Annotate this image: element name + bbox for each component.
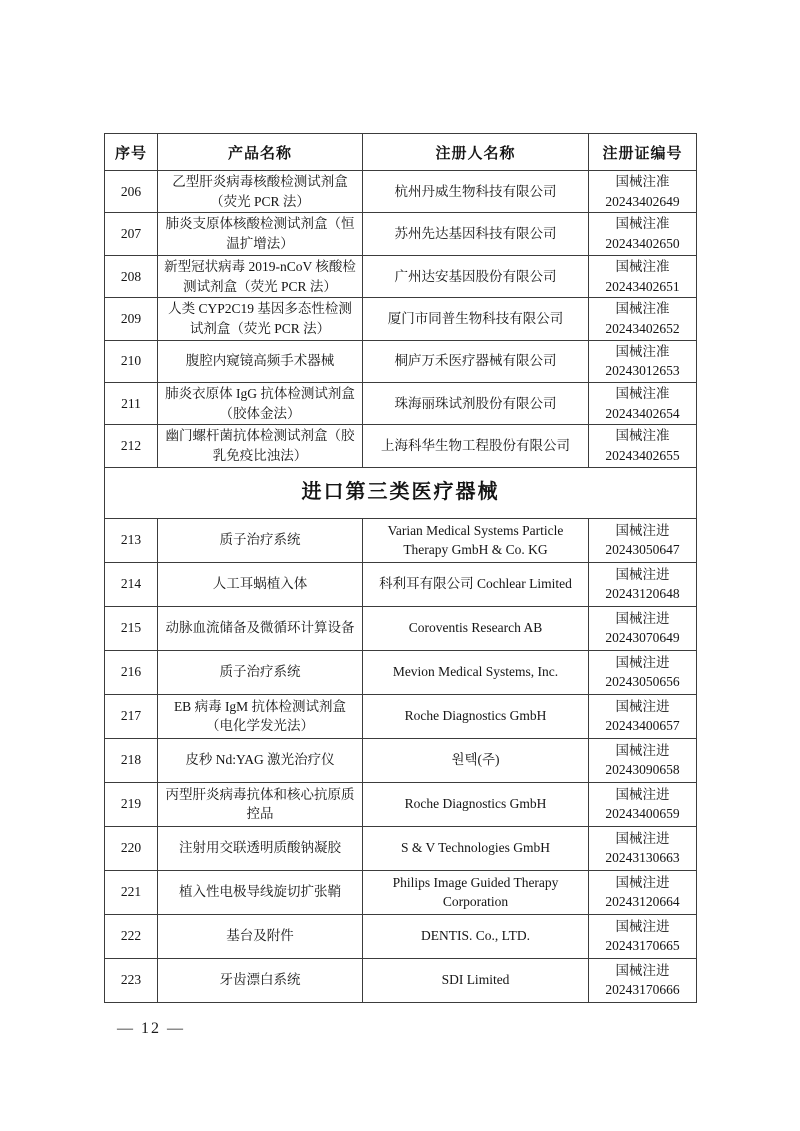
table-row — [105, 425, 697, 467]
row-product-name: 幽门螺杆菌抗体检测试剂盒（胶乳免疫比浊法） — [158, 425, 363, 467]
row-registrant-name: Varian Medical Systems Particle Therapy GmbH & Co. KG — [363, 518, 589, 562]
row-serial-number: 207 — [105, 213, 158, 255]
row-registrant-name: DENTIS. Co., LTD. — [363, 914, 589, 958]
cert-value: 20243400657 — [605, 718, 680, 734]
cert-prefix: 国械注进 — [615, 654, 670, 670]
cert-value: 20243402652 — [605, 320, 680, 336]
cert-prefix: 国械注进 — [615, 566, 670, 582]
cert-value: 20243402654 — [605, 405, 680, 421]
row-product-name: 皮秒 Nd:YAG 激光治疗仪 — [158, 738, 363, 782]
row-serial-number: 206 — [105, 171, 158, 213]
row-product-name: 腹腔内窥镜高频手术器械 — [158, 340, 363, 382]
table-header — [105, 134, 697, 171]
row-cert-number — [589, 171, 697, 213]
row-registrant-name: S & V Technologies GmbH — [363, 826, 589, 870]
row-product-name: 丙型肝炎病毒抗体和核心抗原质控品 — [158, 782, 363, 826]
table-row — [105, 562, 697, 606]
cert-value: 20243402651 — [605, 278, 680, 294]
row-cert-number — [589, 340, 697, 382]
row-product-name: 植入性电极导线旋切扩张鞘 — [158, 870, 363, 914]
row-serial-number: 210 — [105, 340, 158, 382]
row-cert-number — [589, 958, 697, 1002]
cert-value: 20243402649 — [605, 193, 680, 209]
row-product-name: 牙齿漂白系统 — [158, 958, 363, 1002]
cert-prefix: 国械注准 — [615, 174, 670, 189]
table-row — [105, 213, 697, 255]
cert-value: 20243170666 — [605, 982, 680, 998]
table-row — [105, 171, 697, 213]
cert-value: 20243170665 — [605, 938, 680, 954]
row-cert-number — [589, 518, 697, 562]
table-body — [105, 171, 697, 1003]
cert-prefix: 国械注进 — [615, 610, 670, 626]
row-serial-number: 211 — [105, 383, 158, 425]
row-registrant-name: 원텍(주) — [363, 738, 589, 782]
row-registrant-name: Coroventis Research AB — [363, 606, 589, 650]
row-registrant-name: 上海科华生物工程股份有限公司 — [363, 425, 589, 467]
row-registrant-name: 厦门市同普生物科技有限公司 — [363, 298, 589, 340]
row-registrant-name: 珠海丽珠试剂股份有限公司 — [363, 383, 589, 425]
row-registrant-name: 科利耳有限公司 Cochlear Limited — [363, 562, 589, 606]
row-product-name: 新型冠状病毒 2019-nCoV 核酸检测试剂盒（荧光 PCR 法） — [158, 255, 363, 297]
row-serial-number: 219 — [105, 782, 158, 826]
cert-value: 20243050656 — [605, 674, 680, 690]
row-serial-number: 220 — [105, 826, 158, 870]
row-cert-number — [589, 298, 697, 340]
table-row — [105, 255, 697, 297]
row-registrant-name: 广州达安基因股份有限公司 — [363, 255, 589, 297]
table-row — [105, 738, 697, 782]
table-row — [105, 694, 697, 738]
cert-prefix: 国械注进 — [615, 962, 670, 978]
cert-prefix: 国械注进 — [615, 742, 670, 758]
row-registrant-name: 桐庐万禾医疗器械有限公司 — [363, 340, 589, 382]
section-header-row — [105, 467, 697, 518]
cert-value: 20243120648 — [605, 586, 680, 602]
cert-value: 20243400659 — [605, 806, 680, 822]
row-cert-number — [589, 694, 697, 738]
row-registrant-name: Roche Diagnostics GmbH — [363, 694, 589, 738]
cert-prefix: 国械注进 — [615, 830, 670, 846]
row-serial-number: 213 — [105, 518, 158, 562]
cert-prefix: 国械注准 — [615, 258, 670, 274]
cert-value: 20243070649 — [605, 630, 680, 646]
row-cert-number — [589, 738, 697, 782]
row-cert-number — [589, 650, 697, 694]
table-row — [105, 650, 697, 694]
column-header-serial-number: 序号 — [105, 134, 158, 171]
cert-value: 20243012653 — [605, 363, 680, 379]
row-product-name: 动脉血流储备及微循环计算设备 — [158, 606, 363, 650]
row-cert-number — [589, 826, 697, 870]
section-title: 进口第三类医疗器械 — [105, 467, 697, 518]
table-row — [105, 958, 697, 1002]
row-serial-number: 209 — [105, 298, 158, 340]
cert-prefix: 国械注准 — [615, 386, 670, 402]
table-row — [105, 914, 697, 958]
row-registrant-name: 苏州先达基因科技有限公司 — [363, 213, 589, 255]
row-serial-number: 216 — [105, 650, 158, 694]
row-serial-number: 215 — [105, 606, 158, 650]
row-serial-number: 217 — [105, 694, 158, 738]
column-header-registrant-name: 注册人名称 — [363, 134, 589, 171]
cert-prefix: 国械注准 — [615, 428, 670, 444]
cert-prefix: 国械注进 — [615, 874, 670, 890]
cert-prefix: 国械注进 — [615, 522, 670, 538]
cert-prefix: 国械注进 — [615, 698, 670, 714]
table-row — [105, 383, 697, 425]
table-row — [105, 298, 697, 340]
row-serial-number: 221 — [105, 870, 158, 914]
row-registrant-name: Mevion Medical Systems, Inc. — [363, 650, 589, 694]
cert-value: 20243090658 — [605, 762, 680, 778]
row-serial-number: 214 — [105, 562, 158, 606]
row-product-name: 乙型肝炎病毒核酸检测试剂盒（荧光 PCR 法） — [158, 171, 363, 213]
cert-value: 20243130663 — [605, 850, 680, 866]
table-row — [105, 606, 697, 650]
row-serial-number: 212 — [105, 425, 158, 467]
cert-prefix: 国械注准 — [615, 343, 670, 359]
cert-value: 20243050647 — [605, 542, 680, 558]
cert-prefix: 国械注准 — [615, 216, 670, 232]
row-cert-number — [589, 606, 697, 650]
row-cert-number — [589, 425, 697, 467]
row-product-name: 质子治疗系统 — [158, 518, 363, 562]
cert-value: 20243120664 — [605, 894, 680, 910]
page-number: — 12 — — [117, 1020, 185, 1037]
table-row — [105, 826, 697, 870]
table-row — [105, 782, 697, 826]
row-product-name: 人类 CYP2C19 基因多态性检测试剂盒（荧光 PCR 法） — [158, 298, 363, 340]
row-product-name: 肺炎衣原体 IgG 抗体检测试剂盒（胶体金法） — [158, 383, 363, 425]
row-product-name: 基台及附件 — [158, 914, 363, 958]
cert-prefix: 国械注准 — [615, 301, 670, 317]
table-row — [105, 518, 697, 562]
row-cert-number — [589, 562, 697, 606]
row-serial-number: 218 — [105, 738, 158, 782]
row-serial-number: 208 — [105, 255, 158, 297]
row-cert-number — [589, 782, 697, 826]
row-registrant-name: Roche Diagnostics GmbH — [363, 782, 589, 826]
row-registrant-name: Philips Image Guided Therapy Corporation — [363, 870, 589, 914]
row-serial-number: 222 — [105, 914, 158, 958]
row-product-name: EB 病毒 IgM 抗体检测试剂盒（电化学发光法） — [158, 694, 363, 738]
cert-prefix: 国械注进 — [615, 918, 670, 934]
row-cert-number — [589, 870, 697, 914]
row-registrant-name: 杭州丹威生物科技有限公司 — [363, 171, 589, 213]
table-header-row — [105, 134, 697, 171]
cert-prefix: 国械注进 — [615, 786, 670, 802]
row-serial-number: 223 — [105, 958, 158, 1002]
row-cert-number — [589, 213, 697, 255]
row-cert-number — [589, 914, 697, 958]
registration-table — [104, 133, 697, 1003]
row-product-name: 注射用交联透明质酸钠凝胶 — [158, 826, 363, 870]
row-product-name: 人工耳蜗植入体 — [158, 562, 363, 606]
row-product-name: 肺炎支原体核酸检测试剂盒（恒温扩增法） — [158, 213, 363, 255]
row-cert-number — [589, 255, 697, 297]
row-cert-number — [589, 383, 697, 425]
column-header-product-name: 产品名称 — [158, 134, 363, 171]
cert-value: 20243402655 — [605, 448, 680, 464]
table-row — [105, 340, 697, 382]
table-row — [105, 870, 697, 914]
cert-value: 20243402650 — [605, 236, 680, 252]
row-registrant-name: SDI Limited — [363, 958, 589, 1002]
row-product-name: 质子治疗系统 — [158, 650, 363, 694]
column-header-cert-number: 注册证编号 — [589, 134, 697, 171]
